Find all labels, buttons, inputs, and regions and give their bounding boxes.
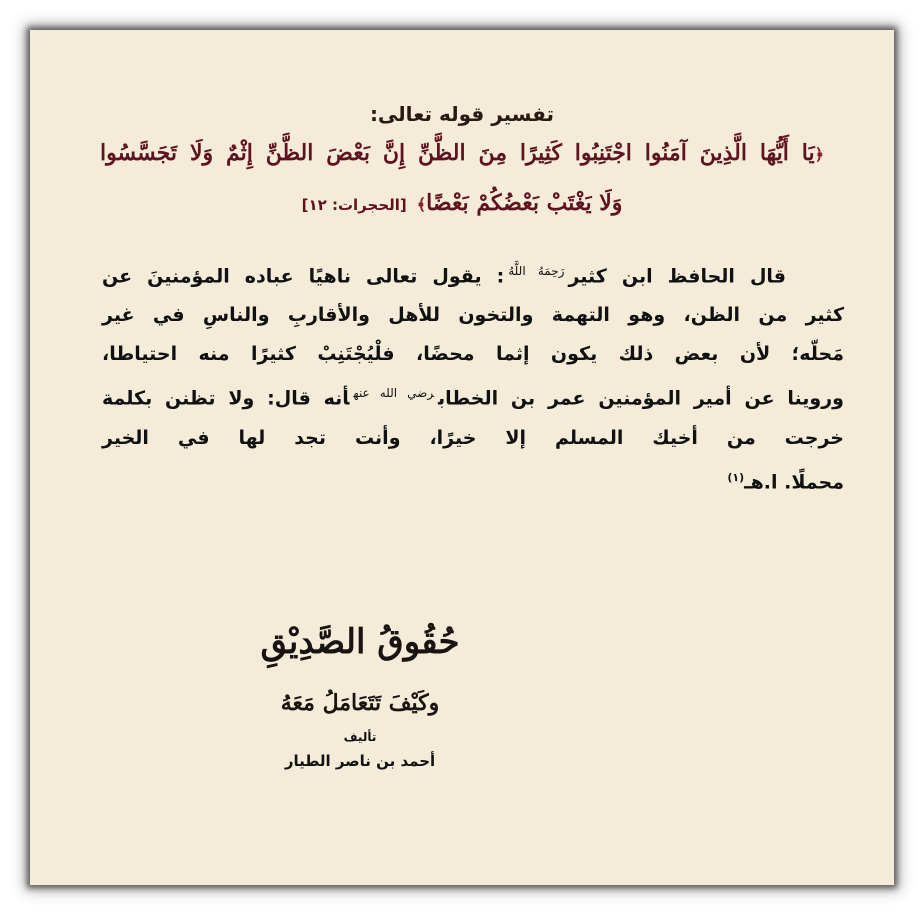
verse-open-ornament: ﴿ bbox=[814, 145, 824, 164]
paragraph-text: قال الحافظ ابن كثير bbox=[568, 265, 787, 288]
verse-reference: [الحجرات: ١٢] bbox=[301, 196, 407, 214]
book-title: حُقُوقُ الصَّدِيْقِ bbox=[260, 622, 460, 662]
paragraph-line bbox=[102, 252, 844, 296]
honorific-rahimahullah: رَحِمَهُ اللَّهُ bbox=[508, 264, 565, 278]
paragraph-line bbox=[102, 374, 844, 418]
author-label: تأليف bbox=[343, 730, 377, 744]
verse-text-1: يَا أَيُّهَا الَّذِينَ آمَنُوا اجْتَنِبُوا كَثِيرًا مِنَ الظَّنِّ إِنَّ بَعْضَ الظَّنِّ إِثْمٌ وَلَا تَجَسَّسُوا bbox=[100, 140, 815, 166]
document-page bbox=[30, 30, 894, 885]
paragraph-text: محملًا. ا.هـ bbox=[744, 470, 844, 493]
book-subtitle: وكَيْفَ تَتَعَامَلُ مَعَهُ bbox=[280, 690, 440, 716]
paragraph-text: : يقول تعالى ناهيًا عباده المؤمنينَ عن bbox=[102, 265, 505, 288]
paragraph-line: خرجت من أخيك المسلم إلا خيرًا، وأنت تجد لها في الخير bbox=[102, 426, 844, 449]
verse-text-2: وَلَا يَغْتَبْ بَعْضُكُمْ بَعْضًا bbox=[426, 190, 623, 216]
quran-verse-line-1 bbox=[100, 140, 824, 166]
paragraph-line bbox=[102, 458, 844, 502]
paragraph-line: مَحلّه؛ لأن بعض ذلك يكون إثما محضًا، فلْيُجْتَنِبْ كثيرًا منه احتياطا، bbox=[102, 343, 844, 366]
section-heading: تفسير قوله تعالى: bbox=[369, 102, 555, 126]
paragraph-line: كثير من الظن، وهو التهمة والتخون للأهل والأقاربِ والناسِ في غير bbox=[102, 304, 844, 327]
honorific-radiallahu-anhu: رضي الله عنه bbox=[353, 386, 434, 401]
quran-verse-line-2 bbox=[100, 190, 824, 216]
verse-close-ornament: ﴾ bbox=[416, 195, 427, 214]
paragraph-text: أنه قال: ولا تظنن بكلمة bbox=[102, 387, 350, 410]
tafsir-paragraph bbox=[102, 252, 844, 502]
footnote-marker: (١) bbox=[727, 470, 745, 484]
paragraph-text: وروينا عن أمير المؤمنين عمر بن الخطاب bbox=[437, 387, 844, 410]
author-name: أحمد بن ناصر الطيار bbox=[284, 752, 436, 770]
